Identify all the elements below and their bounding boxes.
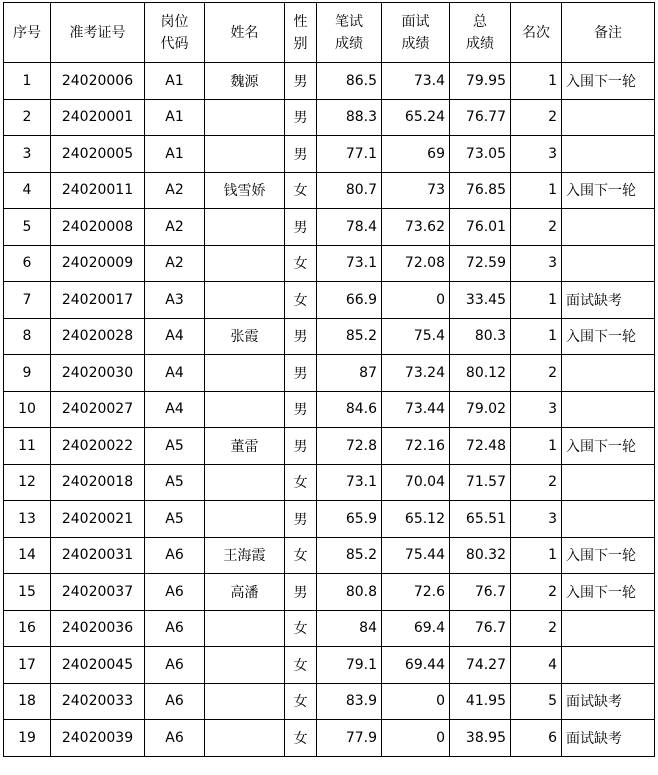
post-code-cell: A3: [145, 282, 205, 319]
name-cell: [205, 391, 285, 428]
remark-cell: 入围下一轮: [562, 318, 655, 355]
interview-score-cell: 75.44: [382, 537, 450, 574]
table-row: [4, 355, 655, 392]
interview-score-cell: 75.4: [382, 318, 450, 355]
total-score-cell: 74.27: [450, 647, 511, 684]
post-code-cell: A1: [145, 136, 205, 173]
seq-cell: 15: [4, 574, 51, 611]
seq-cell: 17: [4, 647, 51, 684]
total-score-cell: 72.59: [450, 245, 511, 282]
rank-cell: 1: [511, 172, 562, 209]
seq-cell: 16: [4, 610, 51, 647]
written-score-cell: 87: [317, 355, 382, 392]
written-score-cell: 65.9: [317, 501, 382, 538]
post-code-cell: A6: [145, 537, 205, 574]
table-row: [4, 610, 655, 647]
rank-cell: 1: [511, 282, 562, 319]
name-cell: 魏源: [205, 63, 285, 100]
interview-score-cell: 70.04: [382, 464, 450, 501]
header-label: 别: [293, 35, 308, 52]
written-score-cell: 79.1: [317, 647, 382, 684]
name-cell: [205, 355, 285, 392]
remark-cell: 面试缺考: [562, 282, 655, 319]
col-post-code-header: [145, 3, 205, 63]
header-label: 岗位: [160, 13, 189, 30]
gender-cell: 女: [285, 245, 317, 282]
interview-score-cell: 0: [382, 683, 450, 720]
name-cell: [205, 464, 285, 501]
seq-cell: 6: [4, 245, 51, 282]
remark-cell: [562, 355, 655, 392]
col-remark-header: [562, 3, 655, 63]
total-score-cell: 76.01: [450, 209, 511, 246]
total-score-cell: 38.95: [450, 720, 511, 757]
seq-cell: 3: [4, 136, 51, 173]
table-row: [4, 245, 655, 282]
interview-score-cell: 73.44: [382, 391, 450, 428]
total-score-cell: 79.02: [450, 391, 511, 428]
gender-cell: 女: [285, 720, 317, 757]
seq-cell: 18: [4, 683, 51, 720]
gender-cell: 男: [285, 136, 317, 173]
rank-cell: 3: [511, 136, 562, 173]
rank-cell: 3: [511, 501, 562, 538]
col-interview-score-header: [382, 3, 450, 63]
name-cell: 张霞: [205, 318, 285, 355]
written-score-cell: 86.5: [317, 63, 382, 100]
post-code-cell: A4: [145, 318, 205, 355]
remark-cell: 面试缺考: [562, 720, 655, 757]
exam-id-cell: 24020022: [51, 428, 145, 465]
total-score-cell: 76.7: [450, 610, 511, 647]
rank-cell: 6: [511, 720, 562, 757]
written-score-cell: 77.1: [317, 136, 382, 173]
written-score-cell: 66.9: [317, 282, 382, 319]
header-label: 成绩: [335, 35, 363, 52]
table-row: [4, 501, 655, 538]
post-code-cell: A5: [145, 428, 205, 465]
header-label: 成绩: [401, 35, 430, 52]
rank-cell: 1: [511, 318, 562, 355]
table-row: [4, 428, 655, 465]
interview-score-cell: 69: [382, 136, 450, 173]
header-label: 成绩: [466, 35, 494, 52]
gender-cell: 女: [285, 537, 317, 574]
seq-cell: 9: [4, 355, 51, 392]
gender-cell: 女: [285, 647, 317, 684]
gender-cell: 男: [285, 391, 317, 428]
remark-cell: 面试缺考: [562, 683, 655, 720]
total-score-cell: 33.45: [450, 282, 511, 319]
gender-cell: 男: [285, 501, 317, 538]
post-code-cell: A6: [145, 647, 205, 684]
remark-cell: 入围下一轮: [562, 537, 655, 574]
rank-cell: 2: [511, 209, 562, 246]
seq-cell: 12: [4, 464, 51, 501]
interview-score-cell: 0: [382, 720, 450, 757]
rank-cell: 3: [511, 391, 562, 428]
remark-cell: 入围下一轮: [562, 574, 655, 611]
rank-cell: 2: [511, 574, 562, 611]
table-row: [4, 574, 655, 611]
gender-cell: 女: [285, 282, 317, 319]
total-score-cell: 65.51: [450, 501, 511, 538]
rank-cell: 2: [511, 464, 562, 501]
gender-cell: 男: [285, 355, 317, 392]
total-score-cell: 76.77: [450, 99, 511, 136]
remark-cell: [562, 245, 655, 282]
exam-id-cell: 24020037: [51, 574, 145, 611]
name-cell: [205, 99, 285, 136]
total-score-cell: 72.48: [450, 428, 511, 465]
remark-cell: [562, 610, 655, 647]
post-code-cell: A5: [145, 501, 205, 538]
exam-id-cell: 24020008: [51, 209, 145, 246]
exam-id-cell: 24020030: [51, 355, 145, 392]
rank-cell: 1: [511, 63, 562, 100]
exam-id-cell: 24020039: [51, 720, 145, 757]
written-score-cell: 80.7: [317, 172, 382, 209]
table-row: [4, 464, 655, 501]
interview-score-cell: 65.24: [382, 99, 450, 136]
post-code-cell: A6: [145, 610, 205, 647]
col-exam-id-header: [51, 3, 145, 63]
table-row: [4, 647, 655, 684]
written-score-cell: 84: [317, 610, 382, 647]
post-code-cell: A2: [145, 245, 205, 282]
header-label: 姓名: [230, 24, 259, 41]
name-cell: [205, 136, 285, 173]
exam-id-cell: 24020033: [51, 683, 145, 720]
exam-id-cell: 24020001: [51, 99, 145, 136]
written-score-cell: 72.8: [317, 428, 382, 465]
name-cell: [205, 245, 285, 282]
remark-cell: [562, 501, 655, 538]
header-label: 序号: [13, 24, 41, 41]
seq-cell: 5: [4, 209, 51, 246]
gender-cell: 男: [285, 428, 317, 465]
table-row: [4, 318, 655, 355]
header-label: 代码: [160, 35, 189, 52]
rank-cell: 4: [511, 647, 562, 684]
total-score-cell: 80.32: [450, 537, 511, 574]
total-score-cell: 76.7: [450, 574, 511, 611]
post-code-cell: A6: [145, 574, 205, 611]
rank-cell: 1: [511, 537, 562, 574]
post-code-cell: A4: [145, 355, 205, 392]
interview-score-cell: 73: [382, 172, 450, 209]
remark-cell: [562, 391, 655, 428]
seq-cell: 14: [4, 537, 51, 574]
seq-cell: 10: [4, 391, 51, 428]
rank-cell: 2: [511, 99, 562, 136]
written-score-cell: 78.4: [317, 209, 382, 246]
table-row: [4, 136, 655, 173]
written-score-cell: 85.2: [317, 537, 382, 574]
interview-score-cell: 69.44: [382, 647, 450, 684]
written-score-cell: 77.9: [317, 720, 382, 757]
total-score-cell: 71.57: [450, 464, 511, 501]
remark-cell: [562, 647, 655, 684]
total-score-cell: 79.95: [450, 63, 511, 100]
remark-cell: 入围下一轮: [562, 172, 655, 209]
header-label: 面试: [401, 13, 430, 30]
exam-id-cell: 24020006: [51, 63, 145, 100]
gender-cell: 女: [285, 610, 317, 647]
name-cell: [205, 683, 285, 720]
table-row: [4, 391, 655, 428]
score-table: [3, 2, 655, 757]
interview-score-cell: 65.12: [382, 501, 450, 538]
post-code-cell: A4: [145, 391, 205, 428]
total-score-cell: 73.05: [450, 136, 511, 173]
seq-cell: 7: [4, 282, 51, 319]
table-row: [4, 209, 655, 246]
interview-score-cell: 72.08: [382, 245, 450, 282]
exam-id-cell: 24020011: [51, 172, 145, 209]
total-score-cell: 41.95: [450, 683, 511, 720]
exam-id-cell: 24020017: [51, 282, 145, 319]
total-score-cell: 76.85: [450, 172, 511, 209]
total-score-cell: 80.3: [450, 318, 511, 355]
rank-cell: 3: [511, 245, 562, 282]
table-row: [4, 537, 655, 574]
exam-id-cell: 24020021: [51, 501, 145, 538]
post-code-cell: A6: [145, 720, 205, 757]
rank-cell: 2: [511, 610, 562, 647]
seq-cell: 19: [4, 720, 51, 757]
interview-score-cell: 73.4: [382, 63, 450, 100]
name-cell: [205, 647, 285, 684]
header-label: 名次: [522, 24, 550, 41]
name-cell: 王海霞: [205, 537, 285, 574]
exam-id-cell: 24020009: [51, 245, 145, 282]
col-written-score-header: [317, 3, 382, 63]
interview-score-cell: 69.4: [382, 610, 450, 647]
exam-id-cell: 24020005: [51, 136, 145, 173]
header-label: 性: [293, 13, 308, 30]
header-label: 笔试: [335, 13, 363, 30]
written-score-cell: 84.6: [317, 391, 382, 428]
post-code-cell: A2: [145, 172, 205, 209]
gender-cell: 男: [285, 574, 317, 611]
name-cell: [205, 282, 285, 319]
col-total-score-header: [450, 3, 511, 63]
gender-cell: 女: [285, 683, 317, 720]
name-cell: [205, 209, 285, 246]
seq-cell: 1: [4, 63, 51, 100]
header-label: 备注: [594, 24, 622, 41]
written-score-cell: 88.3: [317, 99, 382, 136]
post-code-cell: A1: [145, 99, 205, 136]
table-row: [4, 63, 655, 100]
post-code-cell: A6: [145, 683, 205, 720]
name-cell: [205, 720, 285, 757]
post-code-cell: A2: [145, 209, 205, 246]
remark-cell: [562, 136, 655, 173]
exam-id-cell: 24020028: [51, 318, 145, 355]
exam-id-cell: 24020036: [51, 610, 145, 647]
remark-cell: 入围下一轮: [562, 63, 655, 100]
table-body: [4, 63, 655, 757]
interview-score-cell: 72.16: [382, 428, 450, 465]
remark-cell: [562, 464, 655, 501]
table-row: [4, 172, 655, 209]
written-score-cell: 73.1: [317, 464, 382, 501]
written-score-cell: 83.9: [317, 683, 382, 720]
written-score-cell: 80.8: [317, 574, 382, 611]
rank-cell: 1: [511, 428, 562, 465]
name-cell: 钱雪娇: [205, 172, 285, 209]
exam-id-cell: 24020018: [51, 464, 145, 501]
table-header: [4, 3, 655, 63]
gender-cell: 女: [285, 172, 317, 209]
gender-cell: 男: [285, 63, 317, 100]
seq-cell: 11: [4, 428, 51, 465]
seq-cell: 4: [4, 172, 51, 209]
gender-cell: 男: [285, 318, 317, 355]
header-label: 准考证号: [69, 24, 126, 41]
post-code-cell: A1: [145, 63, 205, 100]
rank-cell: 5: [511, 683, 562, 720]
remark-cell: [562, 99, 655, 136]
header-row: [4, 3, 655, 63]
written-score-cell: 73.1: [317, 245, 382, 282]
name-cell: 董雷: [205, 428, 285, 465]
seq-cell: 8: [4, 318, 51, 355]
col-seq-header: [4, 3, 51, 63]
name-cell: [205, 610, 285, 647]
interview-score-cell: 72.6: [382, 574, 450, 611]
post-code-cell: A5: [145, 464, 205, 501]
gender-cell: 女: [285, 464, 317, 501]
remark-cell: 入围下一轮: [562, 428, 655, 465]
gender-cell: 男: [285, 99, 317, 136]
table-row: [4, 99, 655, 136]
interview-score-cell: 0: [382, 282, 450, 319]
seq-cell: 13: [4, 501, 51, 538]
col-rank-header: [511, 3, 562, 63]
table-row: [4, 720, 655, 757]
name-cell: [205, 501, 285, 538]
written-score-cell: 85.2: [317, 318, 382, 355]
col-gender-header: [285, 3, 317, 63]
interview-score-cell: 73.24: [382, 355, 450, 392]
exam-id-cell: 24020045: [51, 647, 145, 684]
interview-score-cell: 73.62: [382, 209, 450, 246]
header-label: 总: [473, 13, 487, 30]
gender-cell: 男: [285, 209, 317, 246]
seq-cell: 2: [4, 99, 51, 136]
exam-id-cell: 24020031: [51, 537, 145, 574]
rank-cell: 2: [511, 355, 562, 392]
total-score-cell: 80.12: [450, 355, 511, 392]
table-row: [4, 683, 655, 720]
remark-cell: [562, 209, 655, 246]
exam-id-cell: 24020027: [51, 391, 145, 428]
col-name-header: [205, 3, 285, 63]
table-row: [4, 282, 655, 319]
name-cell: 高潘: [205, 574, 285, 611]
